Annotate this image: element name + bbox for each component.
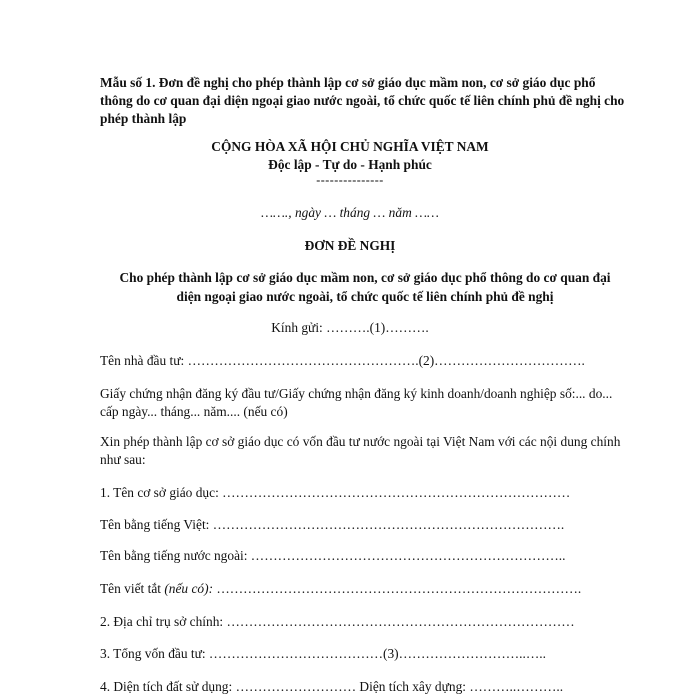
- recipient-line: Kính gửi: ……….(1)……….: [271, 320, 429, 335]
- school-name-field: 1. Tên cơ sở giáo dục: ……………………………………………………………………: [100, 485, 571, 500]
- land-area-field: 4. Diện tích đất sử dụng: ……………………… Diện tích xây dựng: ………..………..: [100, 679, 564, 694]
- form-number-title: Mẫu số 1. Đơn đề nghị cho phép thành lập cơ sở giáo dục mầm non, cơ sở giáo dục phổ thông do cơ quan đại diện ngoại giao nước ngoài, tổ chức quốc tế liên chính phủ đề nghị cho phép thành lập: [100, 75, 625, 126]
- total-capital-field: 3. Tổng vốn đầu tư: …………………………………(3)………………………..…..: [100, 646, 546, 661]
- abbreviation-dots: ……………………………………………………………………….: [213, 581, 582, 596]
- motto-separator: ---------------: [316, 173, 384, 187]
- national-title: CỘNG HÒA XÃ HỘI CHỦ NGHĨA VIỆT NAM: [211, 139, 489, 154]
- foreign-name-field: Tên bằng tiếng nước ngoài: ……………………………………………………………..: [100, 548, 566, 563]
- certificate-field: Giấy chứng nhận đăng ký đầu tư/Giấy chứng nhận đăng ký kinh doanh/doanh nghiệp số:... do... cấp ngày... tháng... năm.... (nếu có): [100, 386, 613, 419]
- head-office-field: 2. Địa chỉ trụ sở chính: ……………………………………………………………………: [100, 614, 575, 629]
- abbreviation-label: Tên viết tắt: [100, 581, 165, 596]
- request-paragraph: Xin phép thành lập cơ sở giáo dục có vốn đầu tư nước ngoài tại Việt Nam với các nội dung chính như sau:: [100, 434, 621, 467]
- abbreviation-note: (nếu có):: [164, 581, 214, 596]
- date-line: ……., ngày … tháng … năm ……: [261, 205, 439, 220]
- vietnamese-name-field: Tên bằng tiếng Việt: …………………………………………………………………….: [100, 517, 565, 532]
- abbreviation-field: [100, 580, 630, 598]
- national-motto: Độc lập - Tự do - Hạnh phúc: [268, 157, 432, 172]
- document-subject: Cho phép thành lập cơ sở giáo dục mầm non, cơ sở giáo dục phổ thông do cơ quan đại diện ngoại giao nước ngoài, tổ chức quốc tế liên chính phủ đề nghị: [119, 270, 611, 304]
- investor-name-field: Tên nhà đầu tư: …………………………………………….(2)…………………………….: [100, 353, 585, 368]
- document-title: ĐƠN ĐỀ NGHỊ: [304, 238, 396, 253]
